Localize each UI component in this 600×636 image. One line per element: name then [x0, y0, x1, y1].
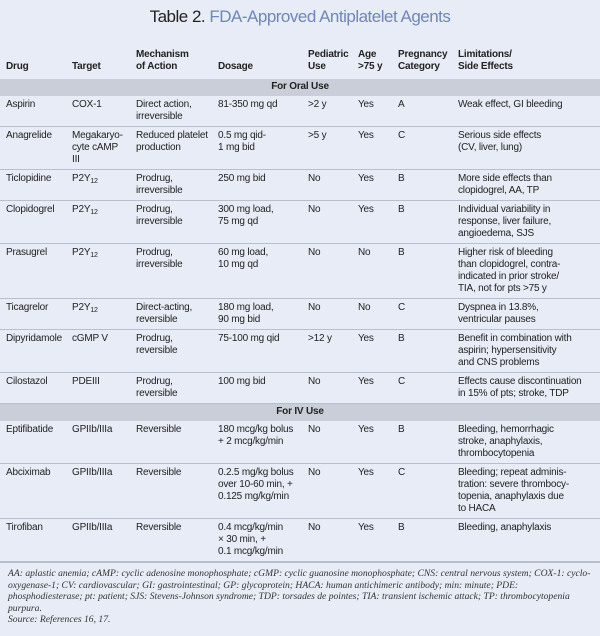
column-header: Dosage — [218, 61, 253, 72]
cell-pediatric: No — [302, 244, 352, 299]
cell-pregnancy: B — [392, 170, 452, 201]
column-header: Limitations/ Side Effects — [458, 49, 513, 72]
cell-mechanism: Direct action, irreversible — [130, 96, 212, 127]
cell-dosage: 0.5 mg qid- 1 mg bid — [212, 127, 302, 170]
cell-pediatric: >5 y — [302, 127, 352, 170]
target-base: P2Y — [72, 302, 91, 313]
target-base: P2Y — [72, 173, 91, 184]
cell-target — [66, 170, 130, 201]
cell-limitations: Bleeding, anaphylaxis — [452, 519, 600, 562]
cell-limitations: Serious side effects (CV, liver, lung) — [452, 127, 600, 170]
cell-limitations: Individual variability in response, liver failure, angioedema, SJS — [452, 201, 600, 244]
cell-pediatric: No — [302, 373, 352, 404]
table-row — [0, 373, 600, 404]
cell-target: GPIIb/IIIa — [66, 421, 130, 464]
cell-pregnancy: B — [392, 519, 452, 562]
cell-drug: Prasugrel — [0, 244, 66, 299]
cell-pregnancy: A — [392, 96, 452, 127]
cell-age: Yes — [352, 96, 392, 127]
abbreviations: AA: aplastic anemia; cAMP: cyclic adenosine monophosphate; cGMP: cyclic guanosine monophosphate; CNS: central nervous system; COX-1: cyclo-oxygenase-1; CV: cardiovascular; GI: gastrointestinal; GP: glycoprotein; HACA: human antichimeric antibody; min: minute; PDE: phosphodiesterase; pt: patient; SJS: Stevens-Johnson syndrome; TDP: torsades de pointes; TIA: transient ischemic attack; TP: thrombocytopenia purpura. — [8, 568, 591, 614]
cell-limitations: Higher risk of bleeding than clopidogrel, contra- indicated in prior stroke/ TIA, not for pts >75 y — [452, 244, 600, 299]
table-row — [0, 421, 600, 464]
cell-drug: Clopidogrel — [0, 201, 66, 244]
cell-target: cGMP V — [66, 330, 130, 373]
section-label: For IV Use — [0, 404, 600, 422]
cell-dosage: 300 mg load, 75 mg qd — [212, 201, 302, 244]
target-subscript: 12 — [90, 209, 98, 216]
cell-drug: Cilostazol — [0, 373, 66, 404]
cell-age: Yes — [352, 201, 392, 244]
table-row — [0, 170, 600, 201]
cell-limitations: Effects cause discontinuation in 15% of pts; stroke, TDP — [452, 373, 600, 404]
cell-drug: Abciximab — [0, 464, 66, 519]
cell-drug: Anagrelide — [0, 127, 66, 170]
cell-limitations: Bleeding, hemorrhagic stroke, anaphylaxis, thrombocytopenia — [452, 421, 600, 464]
section-header-row — [0, 404, 600, 422]
source-note: Source: References 16, 17. — [8, 614, 111, 625]
cell-drug: Dipyridamole — [0, 330, 66, 373]
cell-pregnancy: B — [392, 330, 452, 373]
cell-drug: Ticlopidine — [0, 170, 66, 201]
cell-age: No — [352, 299, 392, 330]
table-title — [0, 0, 600, 36]
cell-pregnancy: C — [392, 127, 452, 170]
cell-dosage: 180 mg load, 90 mg bid — [212, 299, 302, 330]
table-row — [0, 299, 600, 330]
cell-age: Yes — [352, 330, 392, 373]
column-header: Age >75 y — [358, 49, 383, 72]
cell-target: COX-1 — [66, 96, 130, 127]
cell-dosage: 75-100 mg qid — [212, 330, 302, 373]
cell-drug: Ticagrelor — [0, 299, 66, 330]
cell-mechanism: Reversible — [130, 421, 212, 464]
cell-age: Yes — [352, 127, 392, 170]
cell-pediatric: No — [302, 299, 352, 330]
table-row — [0, 127, 600, 170]
divider — [0, 562, 600, 563]
cell-limitations: Dyspnea in 13.8%, ventricular pauses — [452, 299, 600, 330]
target-base: P2Y — [72, 247, 91, 258]
table-row — [0, 201, 600, 244]
cell-age: Yes — [352, 373, 392, 404]
cell-drug: Eptifibatide — [0, 421, 66, 464]
column-header: Target — [72, 61, 101, 72]
cell-age: No — [352, 244, 392, 299]
cell-target: Megakaryo- cyte cAMP III — [66, 127, 130, 170]
section-header-row — [0, 79, 600, 96]
header-row — [0, 36, 600, 79]
cell-pregnancy: B — [392, 201, 452, 244]
cell-mechanism: Prodrug, reversible — [130, 373, 212, 404]
target-base: P2Y — [72, 204, 91, 215]
cell-limitations: Bleeding; repeat adminis- tration: severe thrombocy- topenia, anaphylaxis due to HACA — [452, 464, 600, 519]
cell-target — [66, 244, 130, 299]
column-header: Pediatric Use — [308, 49, 349, 72]
cell-age: Yes — [352, 519, 392, 562]
cell-dosage: 60 mg load, 10 mg qd — [212, 244, 302, 299]
footnote — [0, 565, 600, 632]
cell-pregnancy: C — [392, 373, 452, 404]
table-row — [0, 330, 600, 373]
table-row — [0, 519, 600, 562]
cell-dosage: 250 mg bid — [212, 170, 302, 201]
cell-pediatric: No — [302, 201, 352, 244]
cell-age: Yes — [352, 421, 392, 464]
cell-mechanism: Direct-acting, reversible — [130, 299, 212, 330]
cell-pregnancy: B — [392, 244, 452, 299]
cell-pediatric: No — [302, 519, 352, 562]
cell-pediatric: >12 y — [302, 330, 352, 373]
cell-mechanism: Prodrug, irreversible — [130, 244, 212, 299]
table-title-text: FDA-Approved Antiplatelet Agents — [209, 7, 451, 26]
cell-limitations: More side effects than clopidogrel, AA, TP — [452, 170, 600, 201]
cell-dosage: 81-350 mg qd — [212, 96, 302, 127]
column-header: Pregnancy Category — [398, 49, 448, 72]
cell-drug: Tirofiban — [0, 519, 66, 562]
cell-target: PDEIII — [66, 373, 130, 404]
cell-pediatric: No — [302, 421, 352, 464]
target-subscript: 12 — [90, 307, 98, 314]
cell-pediatric: >2 y — [302, 96, 352, 127]
cell-pediatric: No — [302, 170, 352, 201]
cell-dosage: 100 mg bid — [212, 373, 302, 404]
cell-mechanism: Reversible — [130, 519, 212, 562]
cell-pregnancy: C — [392, 299, 452, 330]
cell-target — [66, 299, 130, 330]
table-number: Table 2. — [149, 7, 206, 26]
column-header: Mechanism of Action — [136, 49, 189, 72]
cell-limitations: Weak effect, GI bleeding — [452, 96, 600, 127]
antiplatelet-table — [0, 36, 600, 562]
table-row — [0, 96, 600, 127]
cell-mechanism: Reduced platelet production — [130, 127, 212, 170]
cell-pregnancy: C — [392, 464, 452, 519]
cell-mechanism: Prodrug, irreversible — [130, 201, 212, 244]
cell-target: GPIIb/IIIa — [66, 464, 130, 519]
cell-mechanism: Reversible — [130, 464, 212, 519]
section-label: For Oral Use — [0, 79, 600, 96]
cell-mechanism: Prodrug, irreversible — [130, 170, 212, 201]
cell-target: GPIIb/IIIa — [66, 519, 130, 562]
cell-pregnancy: B — [392, 421, 452, 464]
target-subscript: 12 — [90, 178, 98, 185]
cell-pediatric: No — [302, 464, 352, 519]
target-subscript: 12 — [90, 252, 98, 259]
cell-dosage: 180 mcg/kg bolus + 2 mcg/kg/min — [212, 421, 302, 464]
cell-age: Yes — [352, 464, 392, 519]
table-row — [0, 464, 600, 519]
cell-age: Yes — [352, 170, 392, 201]
cell-target — [66, 201, 130, 244]
cell-mechanism: Prodrug, reversible — [130, 330, 212, 373]
cell-drug: Aspirin — [0, 96, 66, 127]
cell-limitations: Benefit in combination with aspirin; hypersensitivity and CNS problems — [452, 330, 600, 373]
cell-dosage: 0.2.5 mg/kg bolus over 10-60 min, + 0.125 mg/kg/min — [212, 464, 302, 519]
cell-dosage: 0.4 mcg/kg/min × 30 min, + 0.1 mcg/kg/min — [212, 519, 302, 562]
table-row — [0, 244, 600, 299]
column-header: Drug — [6, 61, 29, 72]
